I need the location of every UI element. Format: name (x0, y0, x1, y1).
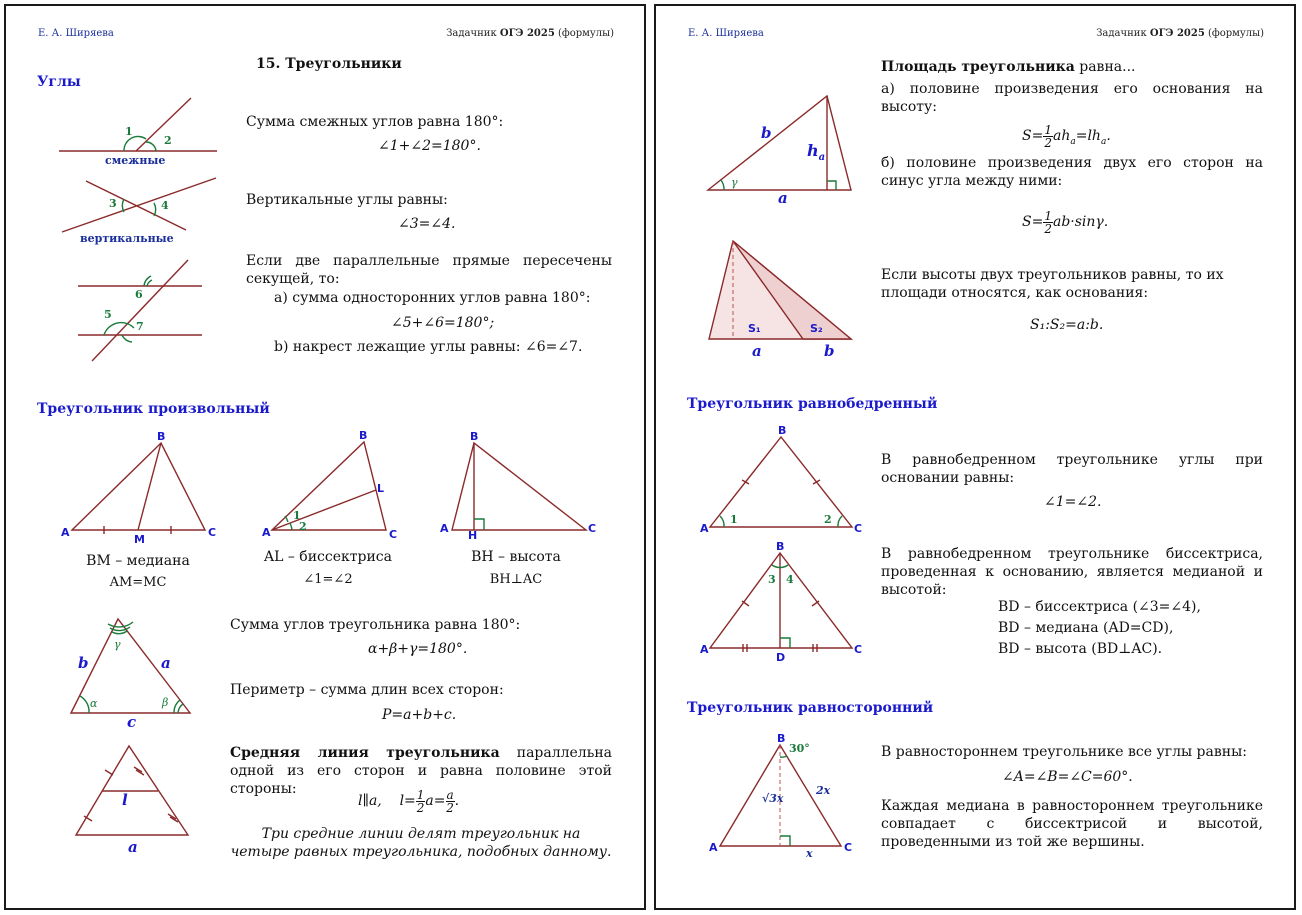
equilateral-angles-text: В равностороннем треугольнике все углы равны: (881, 744, 1247, 760)
angle-6-label: 6 (135, 288, 143, 301)
adjacent-caption: смежные (105, 154, 166, 167)
iso2-C: C (854, 643, 863, 656)
page-left (4, 4, 646, 910)
section-heading-equilateral: Треугольник равносторонний (687, 700, 934, 716)
iso1-B: B (778, 424, 787, 437)
tri2-A: A (262, 526, 271, 539)
beta-label: β (162, 696, 169, 709)
angle-5-label: 5 (104, 308, 112, 321)
angle-2-label: 2 (164, 134, 172, 147)
area-side-b: b (761, 124, 772, 142)
iso1-C: C (854, 522, 863, 535)
header-author: Е. А. Ширяева (38, 28, 114, 39)
parallel-item-b: b) накрест лежащие углы равны: ∠6=∠7. (274, 339, 583, 355)
angle-1-label: 1 (125, 125, 133, 138)
side-c-label: c (127, 713, 137, 731)
midline-l-label: l (122, 791, 128, 809)
equilateral-angles-formula: ∠A=∠B=∠C=60°. (1002, 769, 1133, 785)
area-ratio-formula: S₁:S₂=a:b. (1030, 317, 1104, 333)
vertical-angles-text: Вертикальные углы равны: (246, 192, 448, 208)
angle-sum-text: Сумма углов треугольника равна 180°: (230, 617, 521, 633)
bd-height: BD – высота (BD⊥AC). (998, 641, 1163, 657)
alpha-label: α (90, 697, 98, 710)
iso1-A: A (700, 522, 709, 535)
midline-text: Средняя линия треугольника параллельна одной из его сторон и равна половине этой стороны: (230, 745, 612, 797)
midline-formula: l∥a, l= $\frac{1}{2}$ a= $\frac{a}{2}$ . (358, 787, 460, 815)
eq-sqrt3x: √3x (762, 792, 784, 805)
bd-median: BD – медиана (AD=CD), (998, 620, 1174, 636)
base-a-label: a (752, 342, 762, 360)
adjacent-angles-formula: ∠1+∠2=180°. (378, 138, 481, 154)
iso2-angle-3: 3 (768, 573, 776, 586)
iso1-angle-2: 2 (824, 513, 832, 526)
tri3-C: C (588, 522, 597, 535)
iso2-D: D (776, 651, 786, 664)
gamma-label: γ (114, 638, 121, 651)
median-caption: BM – медиана (86, 553, 190, 569)
s1-label: S₁ (748, 322, 761, 335)
iso1-angle-1: 1 (730, 513, 738, 526)
chapter-title: 15. Треугольники (256, 56, 402, 72)
perimeter-formula: P=a+b+c. (382, 707, 457, 723)
midline-a-label: a (128, 838, 138, 856)
parallel-lines-text: Если две параллельные прямые пересечены секущей, то: (246, 253, 612, 287)
adjacent-angles-text: Сумма смежных углов равна 180°: (246, 114, 504, 130)
eq-B: B (777, 732, 786, 745)
area-item-b: б) половине произведения двух его сторон на синус угла между ними: (881, 155, 1263, 189)
iso2-B: B (776, 540, 785, 553)
eq-A: A (709, 841, 718, 854)
tri3-B: B (470, 430, 479, 443)
area-formula-a: S= $\frac{1}{2}$ $ah_a=lh_a$. (1022, 122, 1111, 150)
iso2-A: A (700, 643, 709, 656)
parallel-formula-a: ∠5+∠6=180°; (391, 315, 495, 331)
angle-3-label: 3 (109, 197, 117, 210)
header-author: Е. А. Ширяева (688, 28, 764, 39)
bd-bisector: BD – биссектриса (∠3=∠4), (998, 599, 1201, 615)
area-formula-b: S= $\frac{1}{2}$ ab·sinγ. (1022, 208, 1109, 236)
perimeter-text: Периметр – сумма длин всех сторон: (230, 682, 504, 698)
equilateral-median-text: Каждая медиана в равностороннем треугольнике совпадает с биссектрисой и высотой, проведенными из той же вершины. (881, 798, 1263, 850)
area-item-a: а) половине произведения его основания на высоту: (881, 81, 1263, 115)
height-formula: BH⊥AC (489, 572, 543, 587)
bisector-caption: AL – биссектриса (263, 549, 392, 565)
bisector-formula: ∠1=∠2 (303, 572, 353, 587)
area-gamma: γ (731, 176, 738, 189)
eq-2x: 2x (816, 784, 831, 797)
header-title: Задачник ОГЭ 2025 (формулы) (1096, 28, 1264, 39)
eq-30-deg: 30° (789, 742, 810, 755)
isosceles-angles-formula: ∠1=∠2. (1044, 494, 1102, 510)
area-base-a: a (778, 189, 788, 207)
tri2-L: L (377, 482, 385, 495)
vertical-angles-formula: ∠3=∠4. (398, 216, 456, 232)
area-height-ha: $h_a$ (807, 141, 826, 164)
tri2-B: B (359, 429, 368, 442)
s2-label: S₂ (810, 322, 823, 335)
median-formula: AM=MC (109, 575, 167, 590)
parallel-item-a: а) сумма односторонних углов равна 180°: (274, 290, 591, 306)
tri1-A: A (61, 526, 70, 539)
tri3-H: H (468, 529, 478, 542)
tri2-angle-1: 1 (293, 509, 301, 522)
section-heading-isosceles: Треугольник равнобедренный (687, 396, 938, 412)
isosceles-bisector-text: В равнобедренном треугольнике биссектриса, проведенная к основанию, является медианой и высотой: (881, 546, 1263, 598)
header-title: Задачник ОГЭ 2025 (формулы) (446, 28, 614, 39)
tri2-C: C (389, 528, 398, 541)
eq-x: x (806, 847, 813, 860)
section-heading-arbitrary: Треугольник произвольный (37, 401, 270, 417)
tri1-M: M (134, 533, 145, 546)
iso2-angle-4: 4 (786, 573, 794, 586)
base-b-label: b (824, 342, 835, 360)
tri3-A: A (440, 522, 449, 535)
eq-C: C (844, 841, 853, 854)
section-heading-angles: Углы (37, 74, 81, 90)
tri2-angle-2: 2 (299, 520, 307, 533)
three-midlines-text: Три средние линии делят треугольник на четыре равных треугольника, подобных данному. (230, 826, 612, 860)
tri1-B: B (157, 430, 166, 443)
angle-4-label: 4 (161, 199, 169, 212)
vertical-caption: вертикальные (80, 232, 174, 245)
angle-7-label: 7 (136, 320, 144, 333)
equilateral-figure (656, 6, 1296, 906)
side-a-label: a (161, 654, 171, 672)
area-ratio-text: Если высоты двух треугольников равны, то их площади относятся, как основания: (881, 267, 1224, 301)
tri1-C: C (208, 526, 217, 539)
height-caption: BH – высота (471, 549, 561, 565)
page-right (654, 4, 1296, 910)
area-heading: Площадь треугольника равна... (881, 59, 1136, 75)
isosceles-angles-text: В равнобедренном треугольнике углы при основании равны: (881, 452, 1263, 486)
side-b-label: b (78, 654, 89, 672)
angle-sum-formula: α+β+γ=180°. (368, 641, 468, 657)
